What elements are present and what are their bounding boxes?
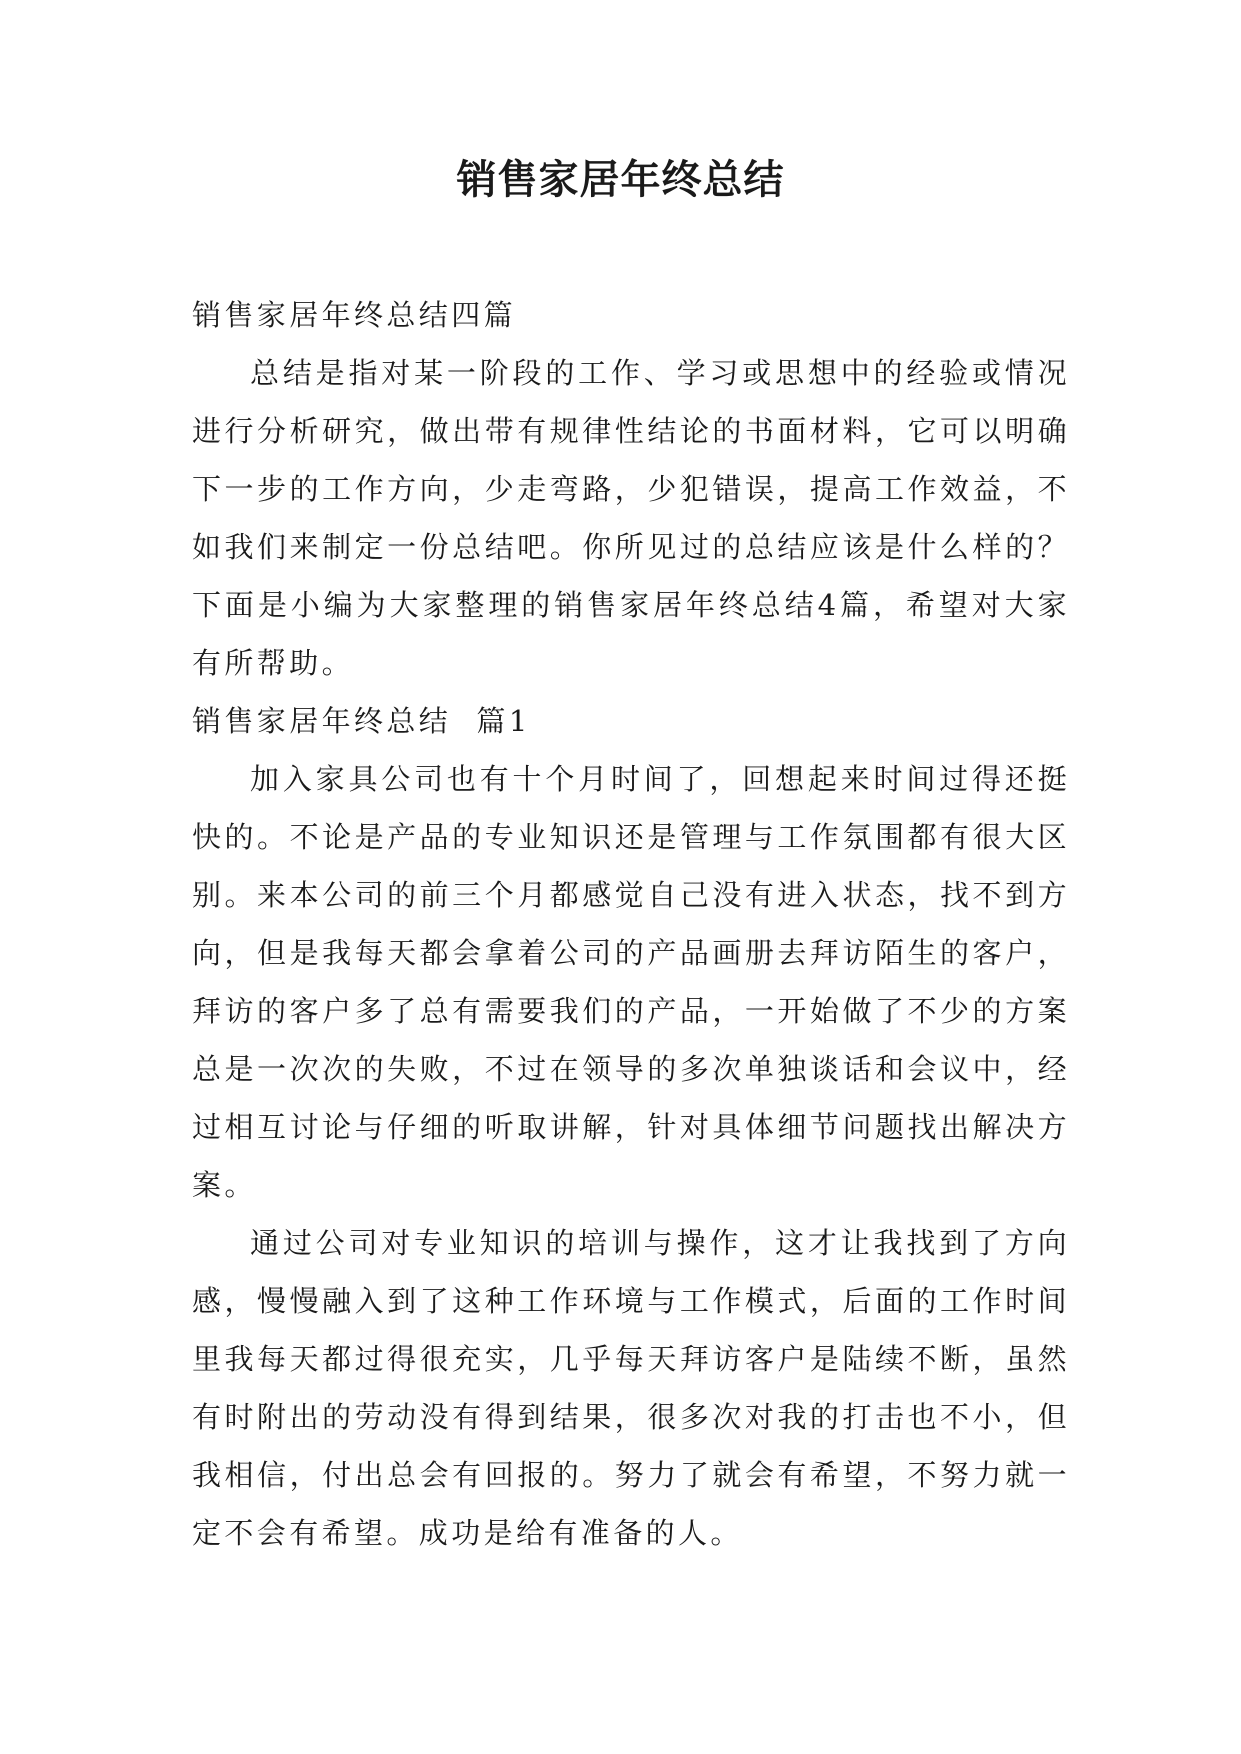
- section1-paragraph-2: 通过公司对专业知识的培训与操作，这才让我找到了方向感，慢慢融入到了这种工作环境与工作模式，后面的工作时间里我每天都过得很充实，几乎每天拜访客户是陆续不断，虽然有时附出的劳动没有得到结果，很多次对我的打击也不小，但我相信，付出总会有回报的。努力了就会有希望，不努力就一定不会有希望。成功是给有准备的人。: [192, 1226, 1070, 1550]
- document-body: [192, 286, 1070, 1562]
- intro-heading: 销售家居年终总结四篇: [192, 298, 517, 332]
- document-title: 销售家居年终总结: [456, 156, 785, 203]
- intro-paragraph: 总结是指对某一阶段的工作、学习或思想中的经验或情况进行分析研究，做出带有规律性结论的书面材料，它可以明确下一步的工作方向，少走弯路，少犯错误，提高工作效益，不如我们来制定一份总结吧。你所见过的总结应该是什么样的？下面是小编为大家整理的销售家居年终总结4篇，希望对大家有所帮助。: [192, 356, 1070, 680]
- section1-paragraph-1: 加入家具公司也有十个月时间了，回想起来时间过得还挺快的。不论是产品的专业知识还是管理与工作氛围都有很大区别。来本公司的前三个月都感觉自己没有进入状态，找不到方向，但是我每天都会拿着公司的产品画册去拜访陌生的客户，拜访的客户多了总有需要我们的产品，一开始做了不少的方案总是一次次的失败，不过在领导的多次单独谈话和会议中，经过相互讨论与仔细的听取讲解，针对具体细节问题找出解决方案。: [192, 762, 1070, 1202]
- section1-heading: 销售家居年终总结 篇1: [192, 704, 531, 738]
